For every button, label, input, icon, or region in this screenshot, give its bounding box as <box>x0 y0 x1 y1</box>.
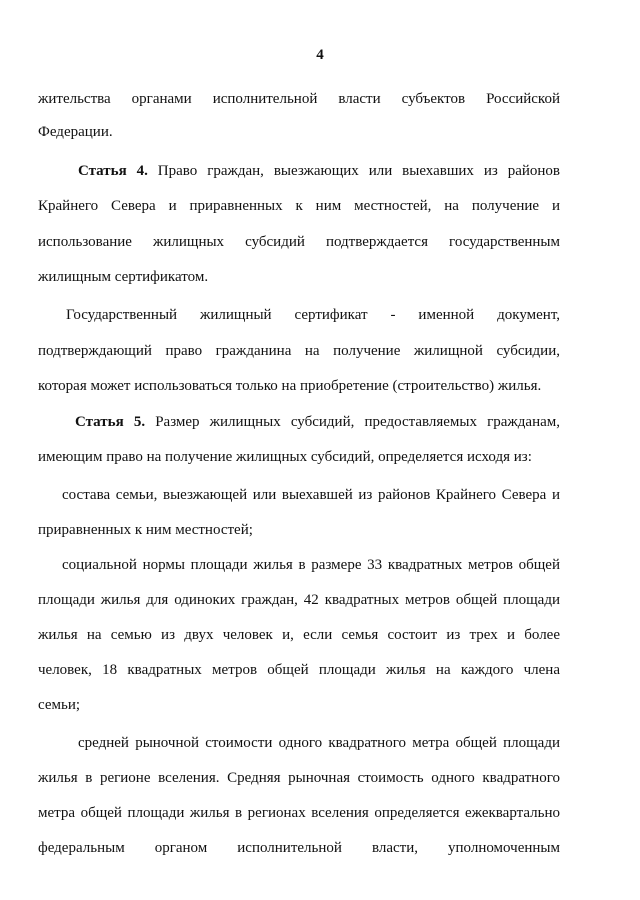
article-5-heading-line <box>75 413 560 431</box>
text-line: площади жилья для одиноких граждан, 42 квадратных метров общей площади <box>38 592 560 608</box>
text-line: Государственный жилищный сертификат - именной документ, <box>66 307 560 323</box>
text-line: состава семьи, выезжающей или выехавшей из районов Крайнего Севера и <box>62 487 560 503</box>
text-line: жилья в регионе вселения. Средняя рыночная стоимость одного квадратного <box>38 770 560 786</box>
text-line: средней рыночной стоимости одного квадратного метра общей площади <box>78 735 560 751</box>
article-label: Статья 4. <box>78 163 148 179</box>
text-line: социальной нормы площади жилья в размере 33 квадратных метров общей <box>62 557 560 573</box>
text-line: подтверждающий право гражданина на получение жилищной субсидии, <box>38 343 560 359</box>
text-line: федеральным органом исполнительной власти, уполномоченным <box>38 840 560 856</box>
page-number: 4 <box>316 47 324 63</box>
text-line: приравненных к ним местностей; <box>38 522 253 538</box>
text-segment: Размер жилищных субсидий, предоставляемых гражданам, <box>145 414 560 430</box>
text-line: жилья на семью из двух человек и, если семья состоит из трех и более <box>38 627 560 643</box>
text-line: человек, 18 квадратных метров общей площади жилья на каждого члена <box>38 662 560 678</box>
text-line: имеющим право на получение жилищных субсидий, определяется исходя из: <box>38 449 532 465</box>
text-line: жительства органами исполнительной власти субъектов Российской <box>38 91 560 107</box>
article-4-heading-line <box>78 162 560 180</box>
text-line: метра общей площади жилья в регионах вселения определяется ежеквартально <box>38 805 560 821</box>
text-line: семьи; <box>38 697 81 713</box>
text-line: Федерации. <box>38 124 113 140</box>
text-line: жилищным сертификатом. <box>38 269 209 285</box>
text-segment: Право граждан, выезжающих или выехавших из районов <box>147 163 561 179</box>
article-label: Статья 5. <box>75 414 146 430</box>
text-line: использование жилищных субсидий подтверждается государственным <box>38 234 560 250</box>
text-line: Крайнего Севера и приравненных к ним местностей, на получение и <box>38 198 560 214</box>
text-line: которая может использоваться только на приобретение (строительство) жилья. <box>38 378 542 394</box>
